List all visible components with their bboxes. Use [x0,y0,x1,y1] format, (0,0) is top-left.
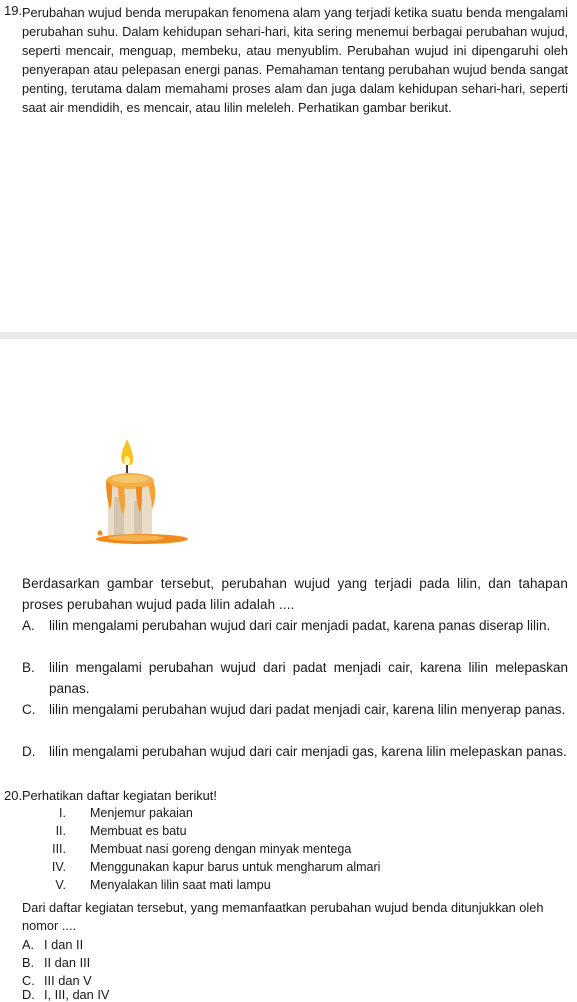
option-b-letter: B. [22,660,35,675]
option-d-letter: D. [22,987,35,1002]
option-b-text[interactable]: II dan III [44,955,91,970]
list-item-text: Membuat nasi goreng dengan minyak mentega [90,842,352,856]
list-item-text: Membuat es batu [90,824,187,838]
option-a-text[interactable]: I dan II [44,937,84,952]
option-b-letter: B. [22,955,35,970]
option-a-letter: A. [22,937,35,952]
option-a-text[interactable]: lilin mengalami perubahan wujud dari cair menjadi padat, karena panas diserap lilin. [49,618,551,633]
question-19-intro: Perubahan wujud benda merupakan fenomena alam yang terjadi ketika suatu benda mengalami perubahan suhu. Dalam kehidupan sehari-hari, kita sering menemui berbagai perubahan wujud, seperti mencair, menguap, membeku, atau menyublim. Perubahan wujud ini dipengaruhi oleh penyerapan atau pelepasan energi panas. Pemahaman tentang perubahan wujud benda sangat penting, terutama dalam memahami proses alam dan juga dalam kehidupan sehari-hari, seperti saat air mendidih, es mencair, atau lilin meleleh. Perhatikan gambar berikut. [22,5,568,115]
option-c-letter: C. [22,973,35,988]
question-20-stem: Dari daftar kegiatan tersebut, yang memanfaatkan perubahan wujud benda ditunjukkan oleh nomor .... [22,900,544,933]
list-item-roman: II. [55,824,66,838]
question-20-title: Perhatikan daftar kegiatan berikut! [22,788,217,803]
list-item-roman: IV. [51,860,66,874]
list-item-text: Menjemur pakaian [90,806,193,820]
question-19-stem: Berdasarkan gambar tersebut, perubahan wujud yang terjadi pada lilin, dan tahapan proses perubahan wujud pada lilin adalah .... [22,576,568,612]
list-item-roman: V. [55,878,66,892]
option-d-text[interactable]: I, III, dan IV [44,987,110,1002]
option-c-letter: C. [22,702,36,717]
option-d-text[interactable]: lilin mengalami perubahan wujud dari cair menjadi gas, karena lilin melepaskan panas. [49,744,567,759]
list-item-roman: I. [59,806,66,820]
option-b-text[interactable]: lilin mengalami perubahan wujud dari padat menjadi cair, karena lilin melepaskan panas. [49,660,568,696]
question-20-number: 20. [4,788,23,803]
question-19-number: 19. [4,3,23,18]
melting-candle-image [96,437,192,545]
option-d-letter: D. [22,744,36,759]
list-item-text: Menggunakan kapur barus untuk mengharum almari [90,860,381,874]
page-divider [0,332,577,339]
list-item-roman: III. [52,842,66,856]
option-a-letter: A. [22,618,35,633]
option-c-text[interactable]: lilin mengalami perubahan wujud dari padat menjadi cair, karena lilin menyerap panas. [49,702,566,717]
option-c-text[interactable]: III dan V [44,973,92,988]
list-item-text: Menyalakan lilin saat mati lampu [90,878,271,892]
